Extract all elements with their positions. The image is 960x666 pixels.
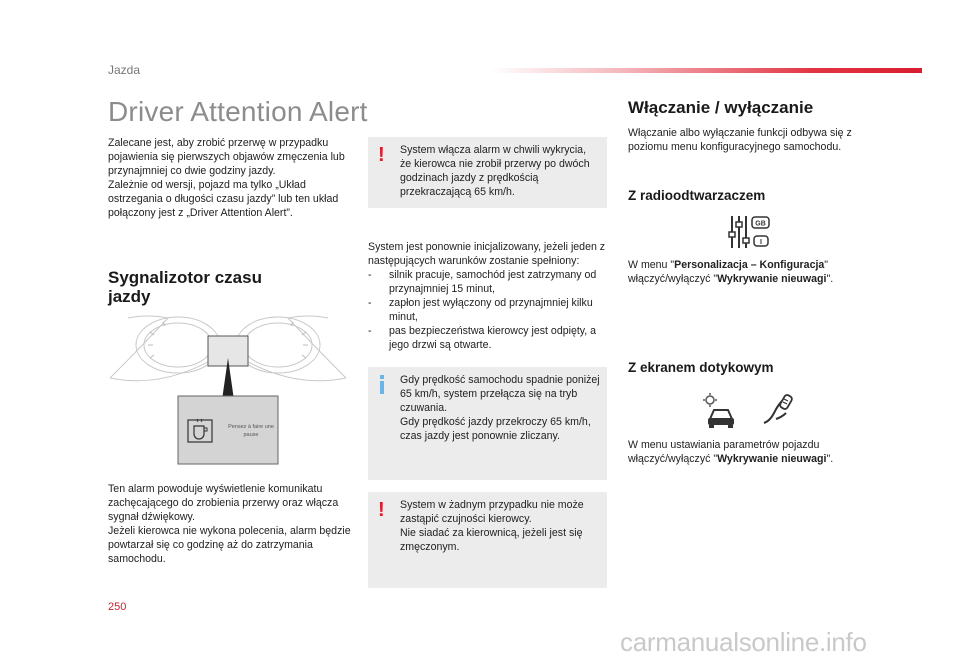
list-item: - silnik pracuje, samochód jest zatrzymany od przynajmniej 15 minut, xyxy=(368,269,597,295)
toggle-intro: Włączanie albo wyłączanie funkcji odbywa się z poziomu menu konfiguracyjnego samochodu. xyxy=(628,127,852,153)
dashboard-illustration xyxy=(108,310,348,468)
steering-hand-icon xyxy=(760,393,796,429)
radio-heading: Z radioodtwarzaczem xyxy=(628,188,766,203)
alarm-paragraph: Ten alarm powoduje wyświetlenie komunikatu zachęcającego do zrobienia przerwy oraz włącza sygnał dźwiękowy. Jeżeli kierowca nie wykona polecenia, alarm będzie powtarzał się co godzinę aż do zatrzymania samochodu. xyxy=(108,483,351,565)
section-heading-driving-time: Sygnalizotor czasu jazdy xyxy=(108,268,262,306)
note-text: System włącza alarm w chwili wykrycia, że kierowca nie zrobił przerwy po dwóch godzinach jazdy z prędkością przekraczającą 65 km/h. xyxy=(400,144,590,198)
note-text: Gdy prędkość samochodu spadnie poniżej 65 km/h, system przełącza się na tryb czuwania. Gdy prędkość jazdy przekroczy 65 km/h, czas jazdy jest ponownie zliczany. xyxy=(400,374,600,442)
warning-icon: ! xyxy=(378,499,385,521)
watermark: carmanualsonline.info xyxy=(620,627,867,657)
radio-instructions: W menu "Personalizacja – Konfiguracja" włączyć/wyłączyć "Wykrywanie nieuwagi". xyxy=(628,259,834,285)
intro-paragraph: Zalecane jest, aby zrobić przerwę w przypadku pojawienia się pierwszych objawów zmęczenia lub przynajmniej co dwie godziny jazdy. Zależnie od wersji, pojazd ma tylko „Układ ostrzegania o długości czasu jazdy” lub ten układ połączony jest z „Driver Attention Alert”. xyxy=(108,137,345,219)
section-heading-toggle: Włączanie / wyłączanie xyxy=(628,98,814,117)
settings-sliders-icon xyxy=(728,214,772,250)
header-accent-bar xyxy=(490,68,922,73)
touchscreen-instructions: W menu ustawiania parametrów pojazdu włączyć/wyłączyć "Wykrywanie nieuwagi". xyxy=(628,439,834,465)
reinit-intro: System jest ponownie inicjalizowany, jeżeli jeden z następujących warunków zostanie spełniony: xyxy=(368,241,606,267)
warning-icon: ! xyxy=(378,144,385,166)
warning-note-vigilance xyxy=(368,492,607,588)
touchscreen-heading: Z ekranem dotykowym xyxy=(628,360,774,375)
page-number: 250 xyxy=(108,601,127,613)
warning-note-alarm xyxy=(368,137,607,208)
info-note-speed xyxy=(368,367,607,480)
note-text: System w żadnym przypadku nie może zastąpić czujności kierowcy. Nie siadać za kierownicą, jeżeli jest się zmęczonym. xyxy=(400,499,584,553)
illustration-message-line1: Pensez à faire une xyxy=(228,424,274,430)
reinit-block xyxy=(368,240,610,352)
section-label: Jazda xyxy=(108,63,141,77)
car-settings-icon xyxy=(702,393,738,429)
gb-label: GB xyxy=(755,220,766,228)
list-item: - zapłon jest wyłączony od przynajmniej kilku minut, xyxy=(368,297,593,323)
list-item: - pas bezpieczeństwa kierowcy jest odpięty, a jego drzwi są otwarte. xyxy=(368,325,597,351)
info-icon xyxy=(378,375,386,395)
i-label: I xyxy=(760,239,762,246)
illustration-message-line2: pause xyxy=(243,432,259,438)
page-title: Driver Attention Alert xyxy=(108,96,368,127)
